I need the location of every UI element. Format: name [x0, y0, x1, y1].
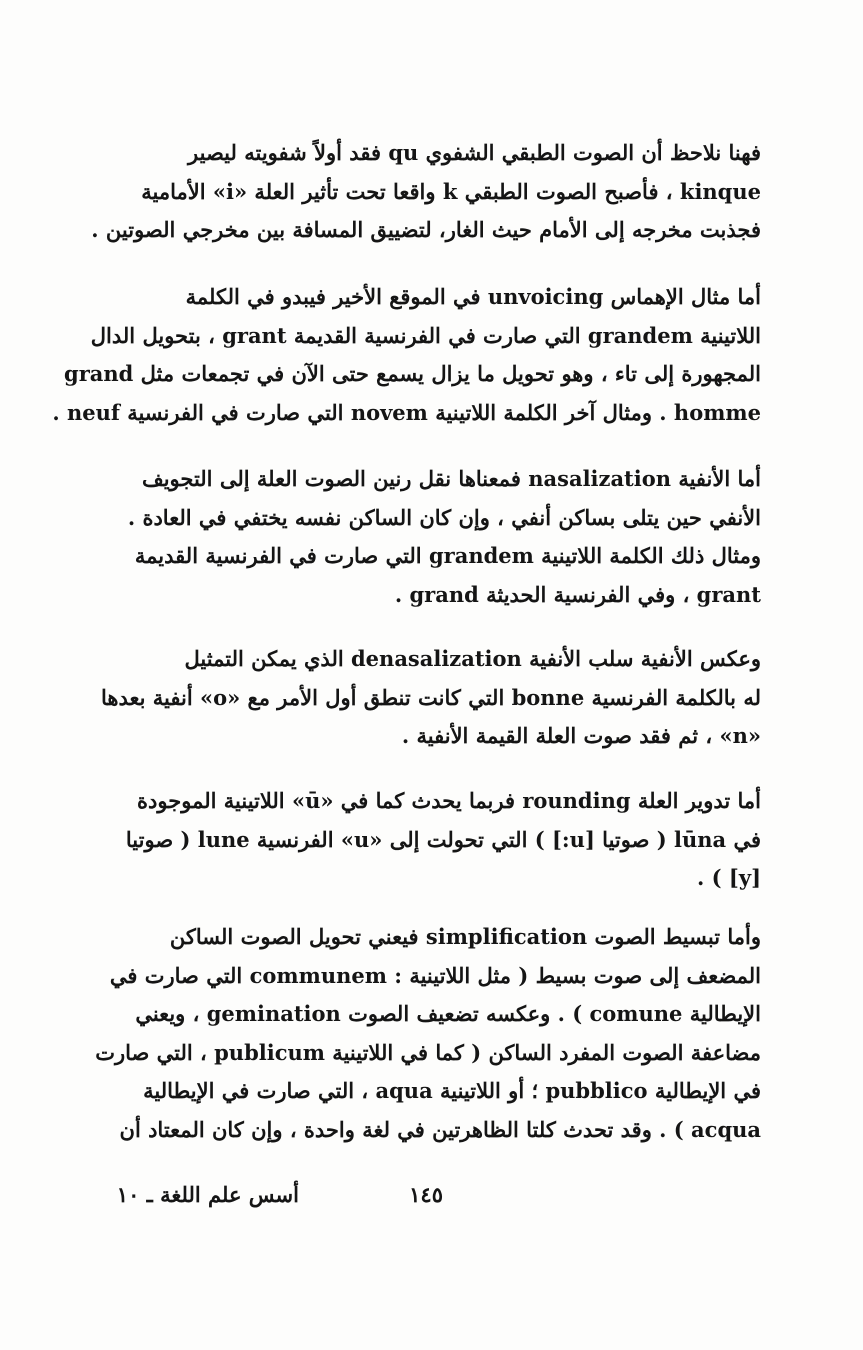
- running-title: أسس علم اللغة ـ ١٠: [116, 1182, 299, 1207]
- text-line: [y] ) .: [697, 865, 761, 890]
- paragraph-denasalization: [96, 640, 761, 756]
- text-line: المضعف إلى صوت بسيط ( مثل اللاتينية : communem التي صارت في: [109, 962, 761, 988]
- paragraph-velar-labial: [91, 134, 761, 250]
- text-line: kinque ، فأصبح الصوت الطبقي k واقعا تحت تأثير العلة «i» الأمامية: [141, 178, 761, 204]
- text-line: أما تدوير العلة rounding فربما يحدث كما في «ū» اللاتينية الموجودة: [137, 788, 761, 813]
- text-line: homme . ومثال آخر الكلمة اللاتينية novem التي صارت في الفرنسية neuf .: [52, 399, 761, 425]
- text-line: grant ، وفي الفرنسية الحديثة grand .: [394, 581, 761, 607]
- text-line: فهنا نلاحظ أن الصوت الطبقي الشفوي qu فقد أولاً شفويته ليصير: [188, 140, 761, 165]
- text-line: «n» ، ثم فقد صوت العلة القيمة الأنفية .: [401, 723, 761, 748]
- text-line: أما مثال الإهماس unvoicing في الموقع الأخير فيبدو في الكلمة: [185, 284, 761, 309]
- paragraph-simplification: [96, 918, 761, 1149]
- text-line: المجهورة إلى تاء ، وهو تحويل ما يزال يسمع حتى الآن في تجمعات مثل grand: [64, 361, 761, 386]
- text-line: الأنفي حين يتلى بساكن أنفي ، وإن كان الساكن نفسه يختفي في العادة .: [127, 504, 761, 530]
- page-footer: [96, 1182, 761, 1214]
- paragraph-unvoicing: [52, 278, 761, 432]
- paragraph-nasalization: [96, 460, 761, 614]
- text-line: أما الأنفية nasalization فمعناها نقل رنين الصوت العلة إلى التجويف: [141, 466, 761, 491]
- text-line: الإيطالية comune ) . وعكسه تضعيف الصوت gemination ، ويعني: [135, 1001, 761, 1026]
- text-line: له بالكلمة الفرنسية bonne التي كانت تنطق أول الأمر مع «o» أنفية بعدها: [100, 684, 761, 710]
- paragraph-rounding: [96, 782, 761, 898]
- text-line: مضاعفة الصوت المفرد الساكن ( كما في اللاتينية publicum ، التي صارت: [95, 1039, 761, 1065]
- text-line: ومثال ذلك الكلمة اللاتينية grandem التي صارت في الفرنسية القديمة: [134, 543, 761, 568]
- text-line: وعكس الأنفية سلب الأنفية denasalization الذي يمكن التمثيل: [184, 646, 761, 671]
- text-line: اللاتينية grandem التي صارت في الفرنسية القديمة grant ، بتحويل الدال: [90, 322, 761, 348]
- text-line: في الإيطالية pubblico ؛ أو اللاتينية aqua ، التي صارت في الإيطالية: [143, 1078, 761, 1103]
- text-line: فجذبت مخرجه إلى الأمام حيث الغار، لتضييق المسافة بين مخرجي الصوتين .: [91, 217, 761, 242]
- text-line: في lūna ( صوتيا [u:] ) التي تحولت إلى «u» الفرنسية lune ( صوتيا: [125, 826, 761, 852]
- text-line: acqua ) . وقد تحدث كلتا الظاهرتين في لغة واحدة ، وإن كان المعتاد أن: [119, 1116, 761, 1142]
- text-line: وأما تبسيط الصوت simplification فيعني تحويل الصوت الساكن: [169, 924, 761, 949]
- page-number: ١٤٥: [409, 1182, 443, 1207]
